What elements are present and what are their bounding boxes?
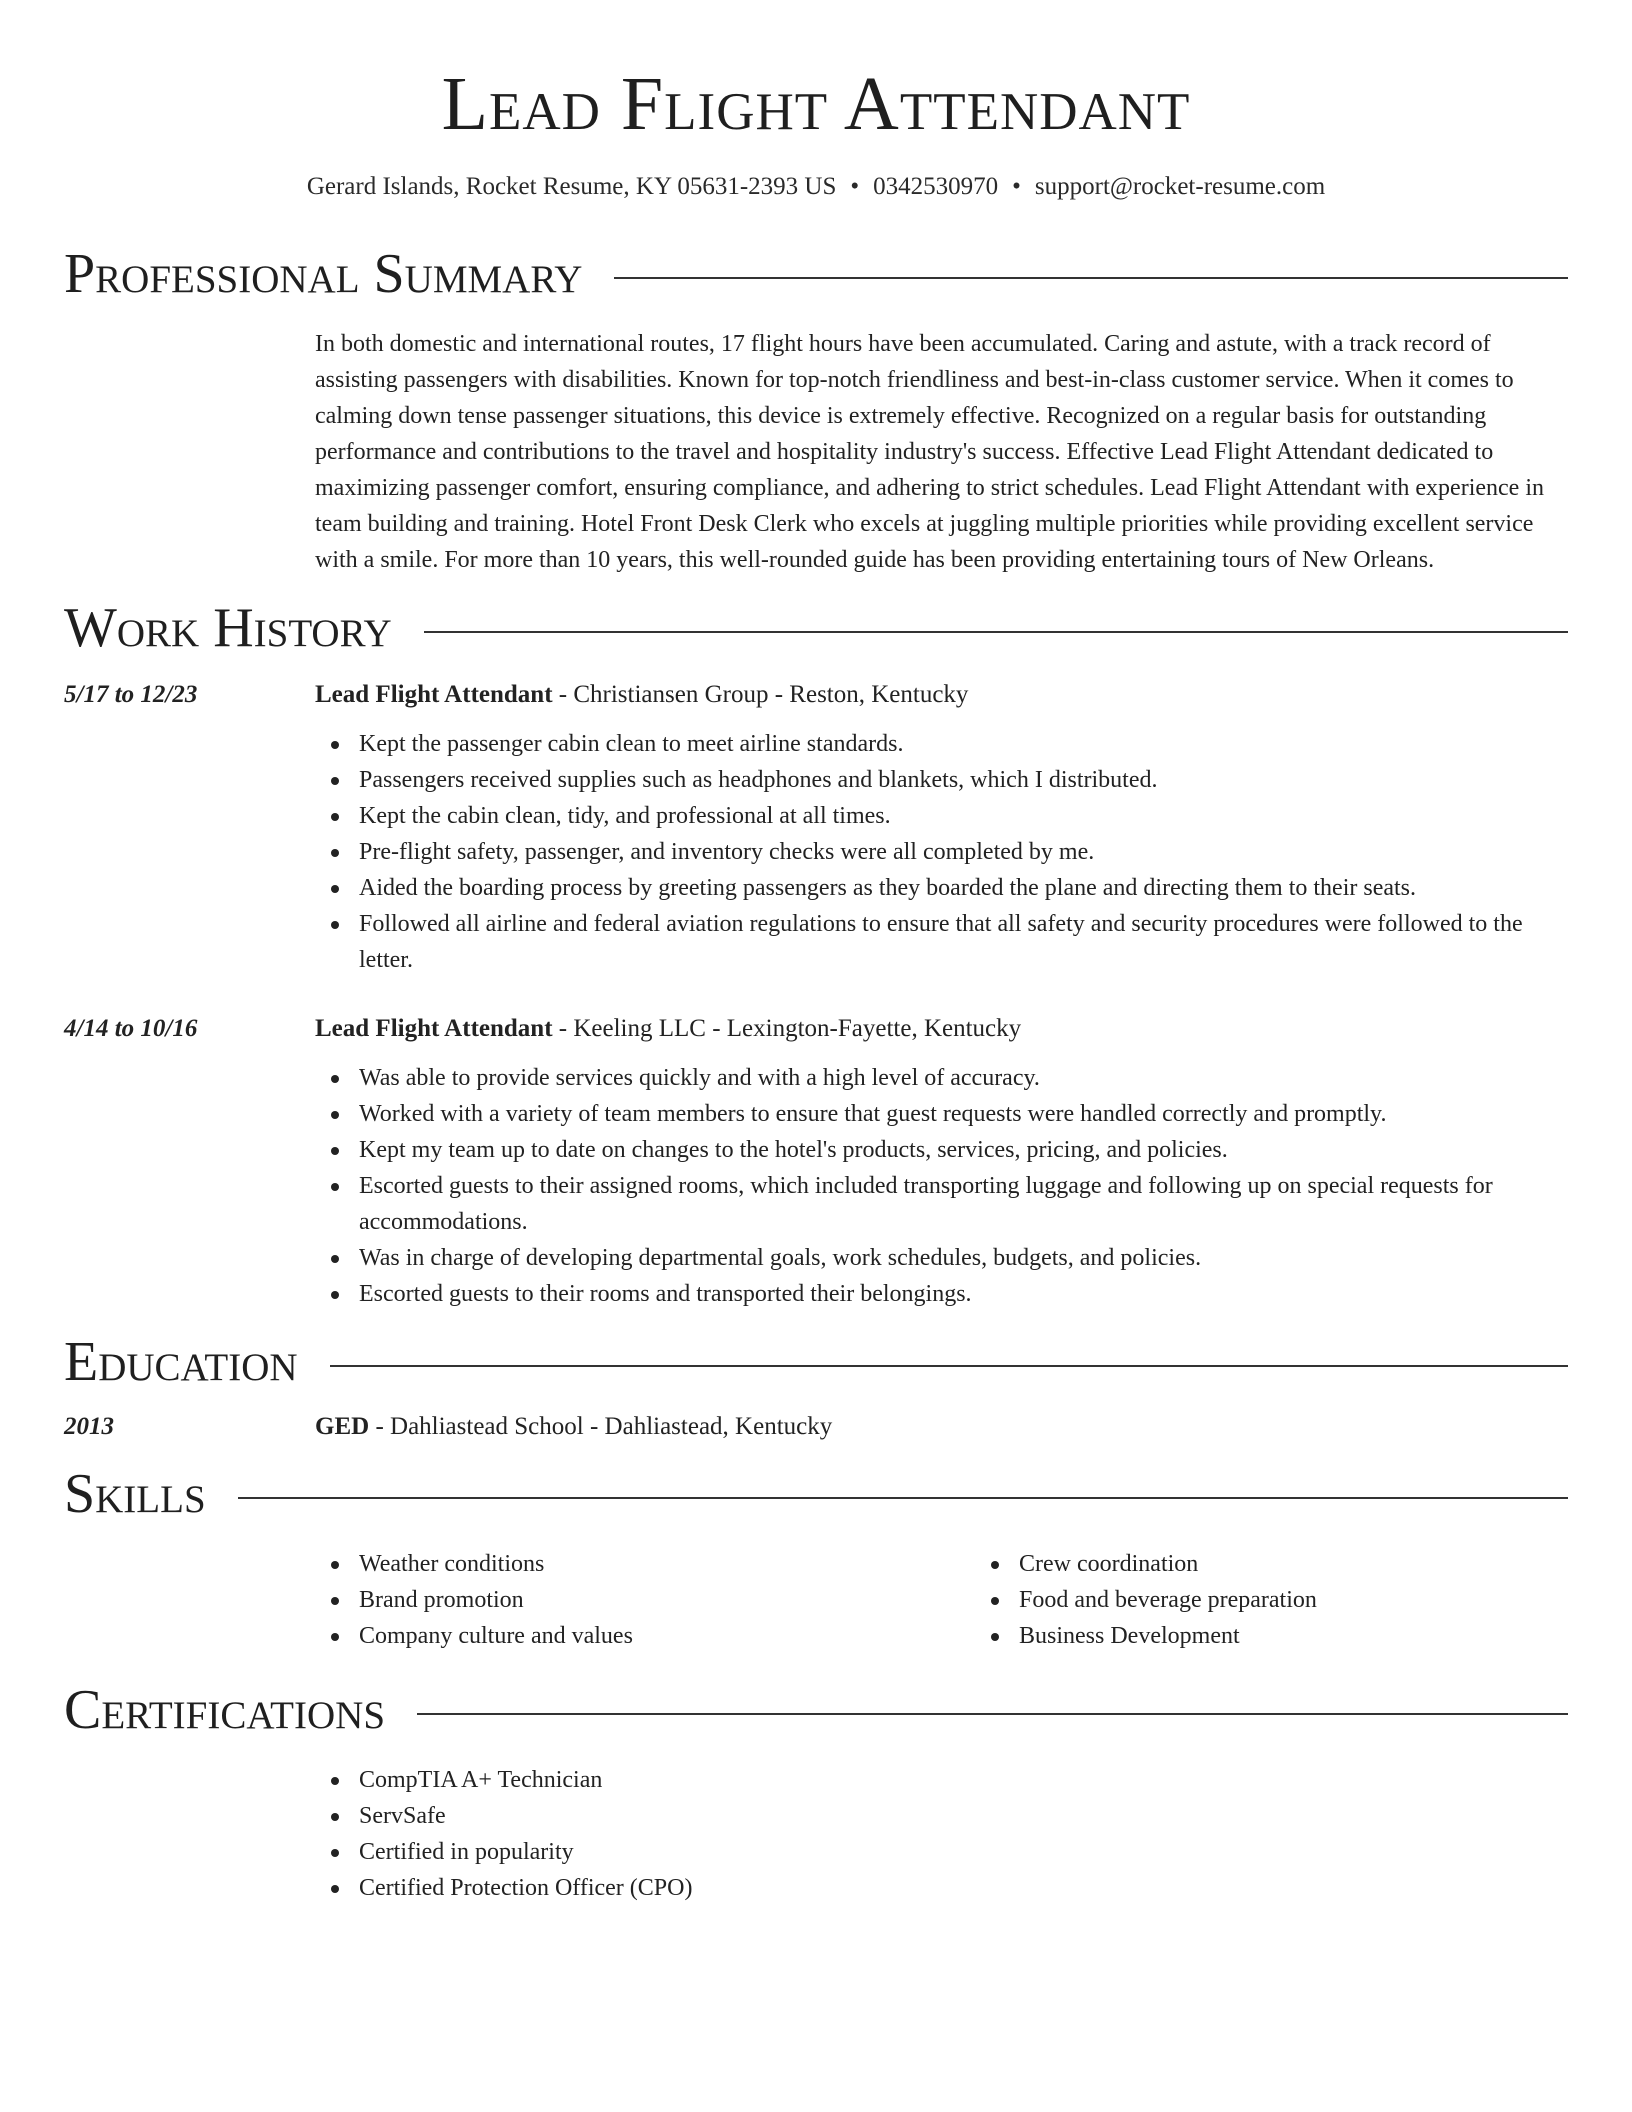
contact-email: support@rocket-resume.com: [1034, 173, 1326, 200]
job-role: Lead Flight Attendant: [315, 681, 553, 708]
list-item: Passengers received supplies such as headphones and blankets, which I distributed.: [359, 762, 1568, 798]
skills-grid: [315, 1546, 1632, 1654]
section-title-work-history: Work History: [64, 597, 392, 659]
education-entry: [64, 1410, 1568, 1444]
work-history-section: [64, 596, 1568, 1312]
job-body: [315, 1012, 1568, 1312]
section-divider: [424, 631, 1568, 633]
job-entry: [64, 678, 1568, 978]
list-item: Kept the passenger cabin clean to meet airline standards.: [359, 726, 1568, 762]
summary-section: [64, 242, 1568, 578]
job-details: - Keeling LLC - Lexington-Fayette, Kentucky: [552, 1015, 1022, 1042]
list-item: Company culture and values: [359, 1618, 975, 1654]
job-dates: 4/14 to 10/16: [64, 1015, 198, 1042]
list-item: Food and beverage preparation: [1019, 1582, 1632, 1618]
job-details: - Christiansen Group - Reston, Kentucky: [552, 681, 969, 708]
list-item: Certified in popularity: [359, 1834, 1568, 1870]
list-item: Worked with a variety of team members to ensure that guest requests were handled correctly and promptly.: [359, 1096, 1568, 1132]
list-item: Escorted guests to their rooms and transported their belongings.: [359, 1276, 1568, 1312]
job-bullets: [315, 726, 1568, 978]
list-item: Certified Protection Officer (CPO): [359, 1870, 1568, 1906]
skills-row: [64, 1546, 1568, 1654]
list-item: Followed all airline and federal aviation regulations to ensure that all safety and security procedures were followed to the letter.: [359, 906, 1568, 978]
section-title-skills: Skills: [64, 1463, 206, 1525]
list-item: Escorted guests to their assigned rooms, which included transporting luggage and following up on special requests for accommodations.: [359, 1168, 1568, 1240]
contact-separator: •: [1012, 173, 1021, 200]
skills-section: [64, 1462, 1568, 1654]
certifications-row: [64, 1762, 1568, 1906]
resume-page: [64, 56, 1568, 1906]
certifications-list: [315, 1762, 1568, 1906]
section-title-education: Education: [64, 1331, 298, 1393]
certifications-section: [64, 1678, 1568, 1906]
list-item: Brand promotion: [359, 1582, 975, 1618]
skills-header: [64, 1462, 1568, 1526]
contact-phone: 0342530970: [873, 173, 999, 200]
section-title-summary: Professional Summary: [64, 243, 583, 305]
education-year: 2013: [64, 1413, 114, 1440]
skills-list-right: [975, 1546, 1632, 1654]
list-item: Was in charge of developing departmental goals, work schedules, budgets, and policies.: [359, 1240, 1568, 1276]
job-title-line: [315, 1012, 1568, 1046]
section-divider: [614, 277, 1568, 279]
resume-name: Lead Flight Attendant: [441, 62, 1191, 146]
education-degree: GED: [315, 1413, 370, 1440]
list-item: Pre-flight safety, passenger, and inventory checks were all completed by me.: [359, 834, 1568, 870]
job-role: Lead Flight Attendant: [315, 1015, 553, 1042]
section-divider: [238, 1497, 1568, 1499]
job-dates: 5/17 to 12/23: [64, 681, 198, 708]
contact-separator: •: [850, 173, 860, 200]
education-header: [64, 1330, 1568, 1394]
summary-row: [64, 326, 1568, 578]
list-item: Kept my team up to date on changes to the hotel's products, services, pricing, and policies.: [359, 1132, 1568, 1168]
job-bullets: [315, 1060, 1568, 1312]
job-body: [315, 678, 1568, 978]
contact-line: [64, 170, 1568, 204]
section-title-certifications: Certifications: [64, 1679, 386, 1741]
skills-list-left: [315, 1546, 975, 1654]
list-item: Kept the cabin clean, tidy, and professional at all times.: [359, 798, 1568, 834]
education-line: [315, 1410, 1568, 1444]
list-item: Was able to provide services quickly and with a high level of accuracy.: [359, 1060, 1568, 1096]
list-item: Aided the boarding process by greeting passengers as they boarded the plane and directing them to their seats.: [359, 870, 1568, 906]
list-item: CompTIA A+ Technician: [359, 1762, 1568, 1798]
education-details: - Dahliastead School - Dahliastead, Kentucky: [369, 1413, 833, 1440]
job-entry: [64, 1012, 1568, 1312]
summary-spacer: [64, 326, 315, 578]
certifications-spacer: [64, 1762, 315, 1906]
summary-text: In both domestic and international routes, 17 flight hours have been accumulated. Caring and astute, with a track record of assisting passengers with disabilities. Known for top-notch friendliness and best-in-class customer service. When it comes to calming down tense passenger situations, this device is extremely effective. Recognized on a regular basis for outstanding performance and contributions to the travel and hospitality industry's success. Effective Lead Flight Attendant dedicated to maximizing passenger comfort, ensuring compliance, and adhering to strict schedules. Lead Flight Attendant with experience in team building and training. Hotel Front Desk Clerk who excels at juggling multiple priorities while providing excellent service with a smile. For more than 10 years, this well-rounded guide has been providing entertaining tours of New Orleans.: [315, 331, 1544, 573]
skills-spacer: [64, 1546, 315, 1654]
contact-address: Gerard Islands, Rocket Resume, KY 05631-2393 US: [306, 173, 837, 200]
work-history-header: [64, 596, 1568, 660]
section-divider: [330, 1365, 1568, 1367]
list-item: Crew coordination: [1019, 1546, 1632, 1582]
certifications-body: [315, 1762, 1568, 1906]
list-item: Weather conditions: [359, 1546, 975, 1582]
certifications-header: [64, 1678, 1568, 1742]
job-title-line: [315, 678, 1568, 712]
list-item: ServSafe: [359, 1798, 1568, 1834]
education-section: [64, 1330, 1568, 1444]
summary-header: [64, 242, 1568, 306]
list-item: Business Development: [1019, 1618, 1632, 1654]
section-divider: [417, 1713, 1568, 1715]
